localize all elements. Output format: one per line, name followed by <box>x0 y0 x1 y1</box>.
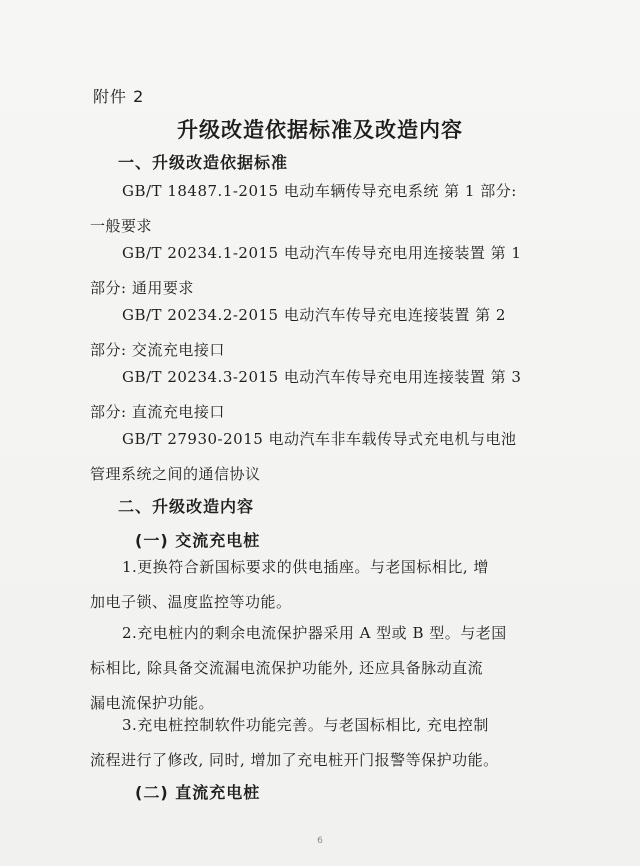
page-number: 6 <box>317 836 323 846</box>
content-line: 加电子锁、温度监控等功能。 <box>90 593 292 611</box>
subsection-ac-heading: (一) 交流充电桩 <box>135 531 261 550</box>
subsection-dc-heading: (二) 直流充电桩 <box>135 783 261 802</box>
content-item <box>90 708 550 778</box>
section2-heading: 二、升级改造内容 <box>118 497 255 516</box>
standard-line: 一般要求 <box>90 217 153 235</box>
standard-line: GB/T 27930-2015 电动汽车非车载传导式充电机与电池 <box>122 430 517 448</box>
standard-line: 管理系统之间的通信协议 <box>90 465 261 483</box>
standard-line: 部分: 交流充电接口 <box>90 341 225 359</box>
standard-line: GB/T 20234.3-2015 电动汽车传导充电用连接装置 第 3 <box>122 368 522 386</box>
standard-line: GB/T 20234.1-2015 电动汽车传导充电用连接装置 第 1 <box>122 244 522 262</box>
section1-heading: 一、升级改造依据标准 <box>118 153 289 172</box>
standard-item <box>90 422 550 492</box>
content-line: 1.更换符合新国标要求的供电插座。与老国标相比, 增 <box>122 558 489 576</box>
content-line: 标相比, 除具备交流漏电流保护功能外, 还应具备脉动直流 <box>90 659 484 677</box>
content-line: 流程进行了修改, 同时, 增加了充电桩开门报警等保护功能。 <box>90 751 499 769</box>
standard-line: 部分: 直流充电接口 <box>90 403 225 421</box>
standard-item <box>90 174 550 244</box>
standard-item <box>90 236 550 306</box>
standard-line: GB/T 20234.2-2015 电动汽车传导充电连接装置 第 2 <box>122 306 506 324</box>
content-line: 漏电流保护功能。 <box>90 694 215 712</box>
content-item <box>90 616 550 721</box>
content-line: 3.充电桩控制软件功能完善。与老国标相比, 充电控制 <box>122 716 489 734</box>
content-line: 2.充电桩内的剩余电流保护器采用 A 型或 B 型。与老国 <box>122 624 507 642</box>
standard-line: GB/T 18487.1-2015 电动车辆传导充电系统 第 1 部分: <box>122 182 517 200</box>
standard-line: 部分: 通用要求 <box>90 279 194 297</box>
standard-item <box>90 360 550 430</box>
content-item <box>90 550 550 620</box>
standard-item <box>90 298 550 368</box>
document-title: 升级改造依据标准及改造内容 <box>177 118 463 142</box>
attachment-label: 附件 2 <box>93 87 145 106</box>
